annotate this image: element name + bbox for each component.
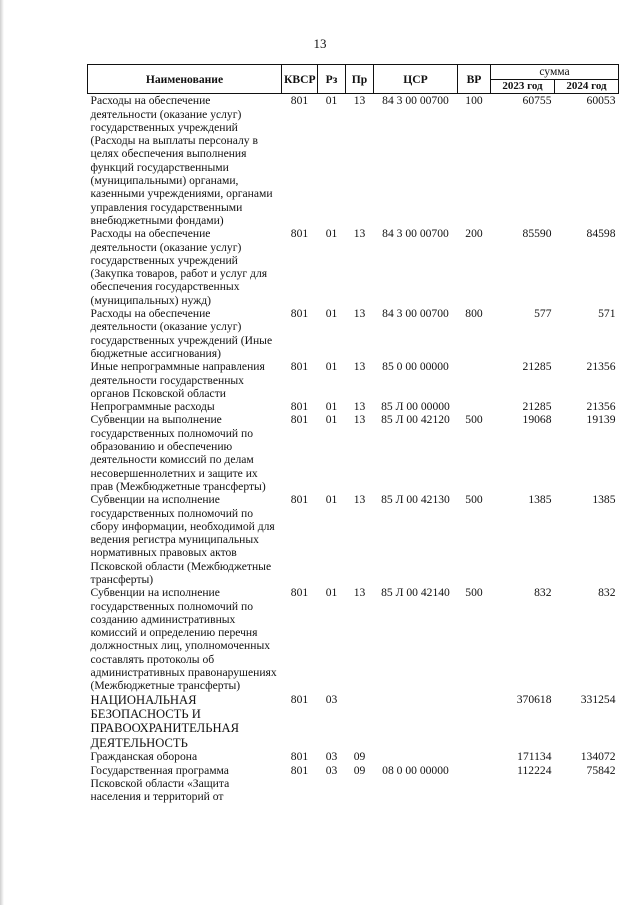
row-rz: 03	[325, 750, 338, 764]
table-row	[88, 400, 619, 413]
row-rz: 01	[325, 307, 338, 321]
row-pr	[346, 693, 374, 751]
row-name: Субвенции на исполнение государственных полномочий по сбору информации, необходимой для ведения регистра муниципальных нормативных правовых актов Псковской области (Межбюджетные трансферты)	[90, 493, 275, 586]
row-pr: 13	[353, 94, 366, 108]
row-sum-2024: 331254	[580, 692, 616, 706]
row-vr	[458, 750, 491, 763]
row-name: Иные непрограммные направления деятельности государственных органов Псковской области	[90, 360, 265, 400]
header-pr: Пр	[346, 65, 374, 94]
table-row	[88, 94, 619, 227]
row-sum-2023: 112224	[517, 763, 552, 777]
row-kvsr: 801	[290, 763, 309, 777]
row-csr: 85 Л 00 42120	[381, 413, 450, 427]
row-kvsr: 801	[290, 227, 309, 241]
row-pr: 13	[353, 400, 366, 414]
row-vr	[458, 764, 491, 804]
row-pr: 13	[353, 586, 366, 600]
header-kvsr: КВСР	[282, 65, 318, 94]
row-rz: 01	[325, 360, 338, 374]
row-kvsr: 801	[290, 750, 309, 764]
row-rz: 03	[325, 763, 338, 777]
row-vr: 800	[465, 307, 483, 321]
row-pr: 13	[353, 307, 366, 321]
row-vr	[458, 693, 491, 751]
row-sum-2023: 19068	[522, 413, 552, 427]
page-number: 13	[313, 36, 327, 51]
row-rz: 01	[325, 94, 338, 108]
row-pr: 09	[353, 750, 366, 764]
row-sum-2024: 21356	[586, 360, 616, 374]
row-sum-2023: 370618	[516, 692, 552, 706]
row-rz: 01	[325, 413, 338, 427]
row-csr	[374, 693, 458, 751]
table-row	[88, 307, 619, 360]
row-csr: 08 0 00 00000	[382, 763, 449, 777]
row-name: Гражданская оборона	[90, 750, 198, 764]
row-csr: 85 Л 00 42140	[381, 586, 450, 600]
header-name: Наименование	[88, 65, 282, 94]
row-rz: 01	[325, 586, 338, 600]
row-name: Субвенции на исполнение государственных полномочий по созданию административных комиссий и определению перечня должностных лиц, уполномоченных составлять протоколы об административных правонарушениях (Межбюджетные трансферты)	[90, 586, 277, 693]
row-csr: 85 Л 00 42130	[381, 493, 450, 507]
row-name: Непрограммные расходы	[90, 400, 215, 414]
row-sum-2023: 21285	[522, 400, 552, 414]
row-sum-2023: 1385	[528, 493, 552, 507]
row-pr: 13	[353, 360, 366, 374]
row-csr: 84 3 00 00700	[382, 94, 449, 108]
scan-edge-shadow	[0, 0, 4, 905]
row-name: Государственная программа Псковской области «Защита населения и территорий от	[90, 763, 230, 804]
header-year-2023: 2023 год	[491, 80, 555, 94]
row-pr: 13	[353, 493, 366, 507]
row-kvsr: 801	[290, 400, 309, 414]
row-pr: 09	[353, 763, 366, 777]
row-name: Расходы на обеспечение деятельности (оказание услуг) государственных учреждений (Расходы на выплаты персоналу в целях обеспечения выполнения функций государственными (муниципальными) органами, казенными учреждениями, органами управления государственными внебюджетными фондами)	[90, 94, 273, 227]
row-sum-2023: 171134	[517, 750, 552, 764]
row-kvsr: 801	[290, 413, 309, 427]
row-kvsr: 801	[290, 307, 309, 321]
row-sum-2024: 84598	[586, 227, 616, 241]
budget-table	[87, 64, 619, 803]
row-pr: 13	[353, 227, 366, 241]
row-sum-2023: 577	[534, 307, 552, 321]
row-pr: 13	[353, 413, 366, 427]
row-kvsr: 801	[290, 692, 309, 706]
row-kvsr: 801	[290, 94, 309, 108]
section-row	[88, 693, 619, 751]
row-csr: 85 Л 00 00000	[381, 400, 450, 414]
table-row	[88, 360, 619, 400]
table-body	[88, 94, 619, 804]
header-sum: сумма	[491, 65, 619, 80]
row-vr: 500	[465, 413, 483, 427]
table-row	[88, 493, 619, 586]
header-csr: ЦСР	[374, 65, 458, 94]
row-kvsr: 801	[290, 586, 309, 600]
row-sum-2024: 75842	[586, 763, 616, 777]
row-sum-2024: 60053	[586, 94, 616, 108]
row-csr: 84 3 00 00700	[382, 307, 449, 321]
row-vr: 100	[465, 94, 483, 108]
row-sum-2024: 19139	[586, 413, 616, 427]
row-vr	[458, 400, 491, 413]
row-csr: 84 3 00 00700	[382, 227, 449, 241]
table-header	[88, 65, 619, 94]
row-vr	[458, 360, 491, 400]
row-sum-2023: 85590	[522, 227, 552, 241]
row-kvsr: 801	[290, 493, 309, 507]
row-sum-2024: 134072	[580, 750, 616, 764]
table-row	[88, 413, 619, 493]
row-name: Расходы на обеспечение деятельности (оказание услуг) государственных учреждений (Закупка товаров, работ и услуг для обеспечения государственных (муниципальных) нужд)	[90, 227, 268, 307]
header-vr: ВР	[458, 65, 491, 94]
table-row	[88, 227, 619, 307]
row-sum-2024: 1385	[592, 493, 616, 507]
row-name: НАЦИОНАЛЬНАЯ БЕЗОПАСНОСТЬ И ПРАВООХРАНИТЕЛЬНАЯ ДЕЯТЕЛЬНОСТЬ	[90, 692, 240, 750]
table-row	[88, 750, 619, 763]
row-vr: 500	[465, 493, 483, 507]
row-sum-2023: 21285	[522, 360, 552, 374]
row-sum-2023: 832	[534, 586, 552, 600]
row-rz: 01	[325, 227, 338, 241]
row-kvsr: 801	[290, 360, 309, 374]
table-row	[88, 586, 619, 692]
row-sum-2024: 21356	[586, 400, 616, 414]
row-rz: 01	[325, 400, 338, 414]
header-year-2024: 2024 год	[555, 80, 619, 94]
row-sum-2024: 832	[598, 586, 616, 600]
row-rz: 01	[325, 493, 338, 507]
row-csr: 85 0 00 00000	[382, 360, 449, 374]
row-name: Субвенции на выполнение государственных полномочий по образованию и обеспечению деятельности комиссий по делам несовершеннолетних и защите их прав (Межбюджетные трансферты)	[90, 413, 266, 493]
row-name: Расходы на обеспечение деятельности (оказание услуг) государственных учреждений (Иные бюджетные ассигнования)	[90, 307, 273, 360]
table-row	[88, 764, 619, 804]
row-vr: 200	[465, 227, 483, 241]
row-vr: 500	[465, 586, 483, 600]
header-rz: Рз	[318, 65, 346, 94]
row-rz: 03	[325, 692, 338, 706]
row-sum-2023: 60755	[522, 94, 552, 108]
row-csr	[374, 750, 458, 763]
row-sum-2024: 571	[598, 307, 616, 321]
